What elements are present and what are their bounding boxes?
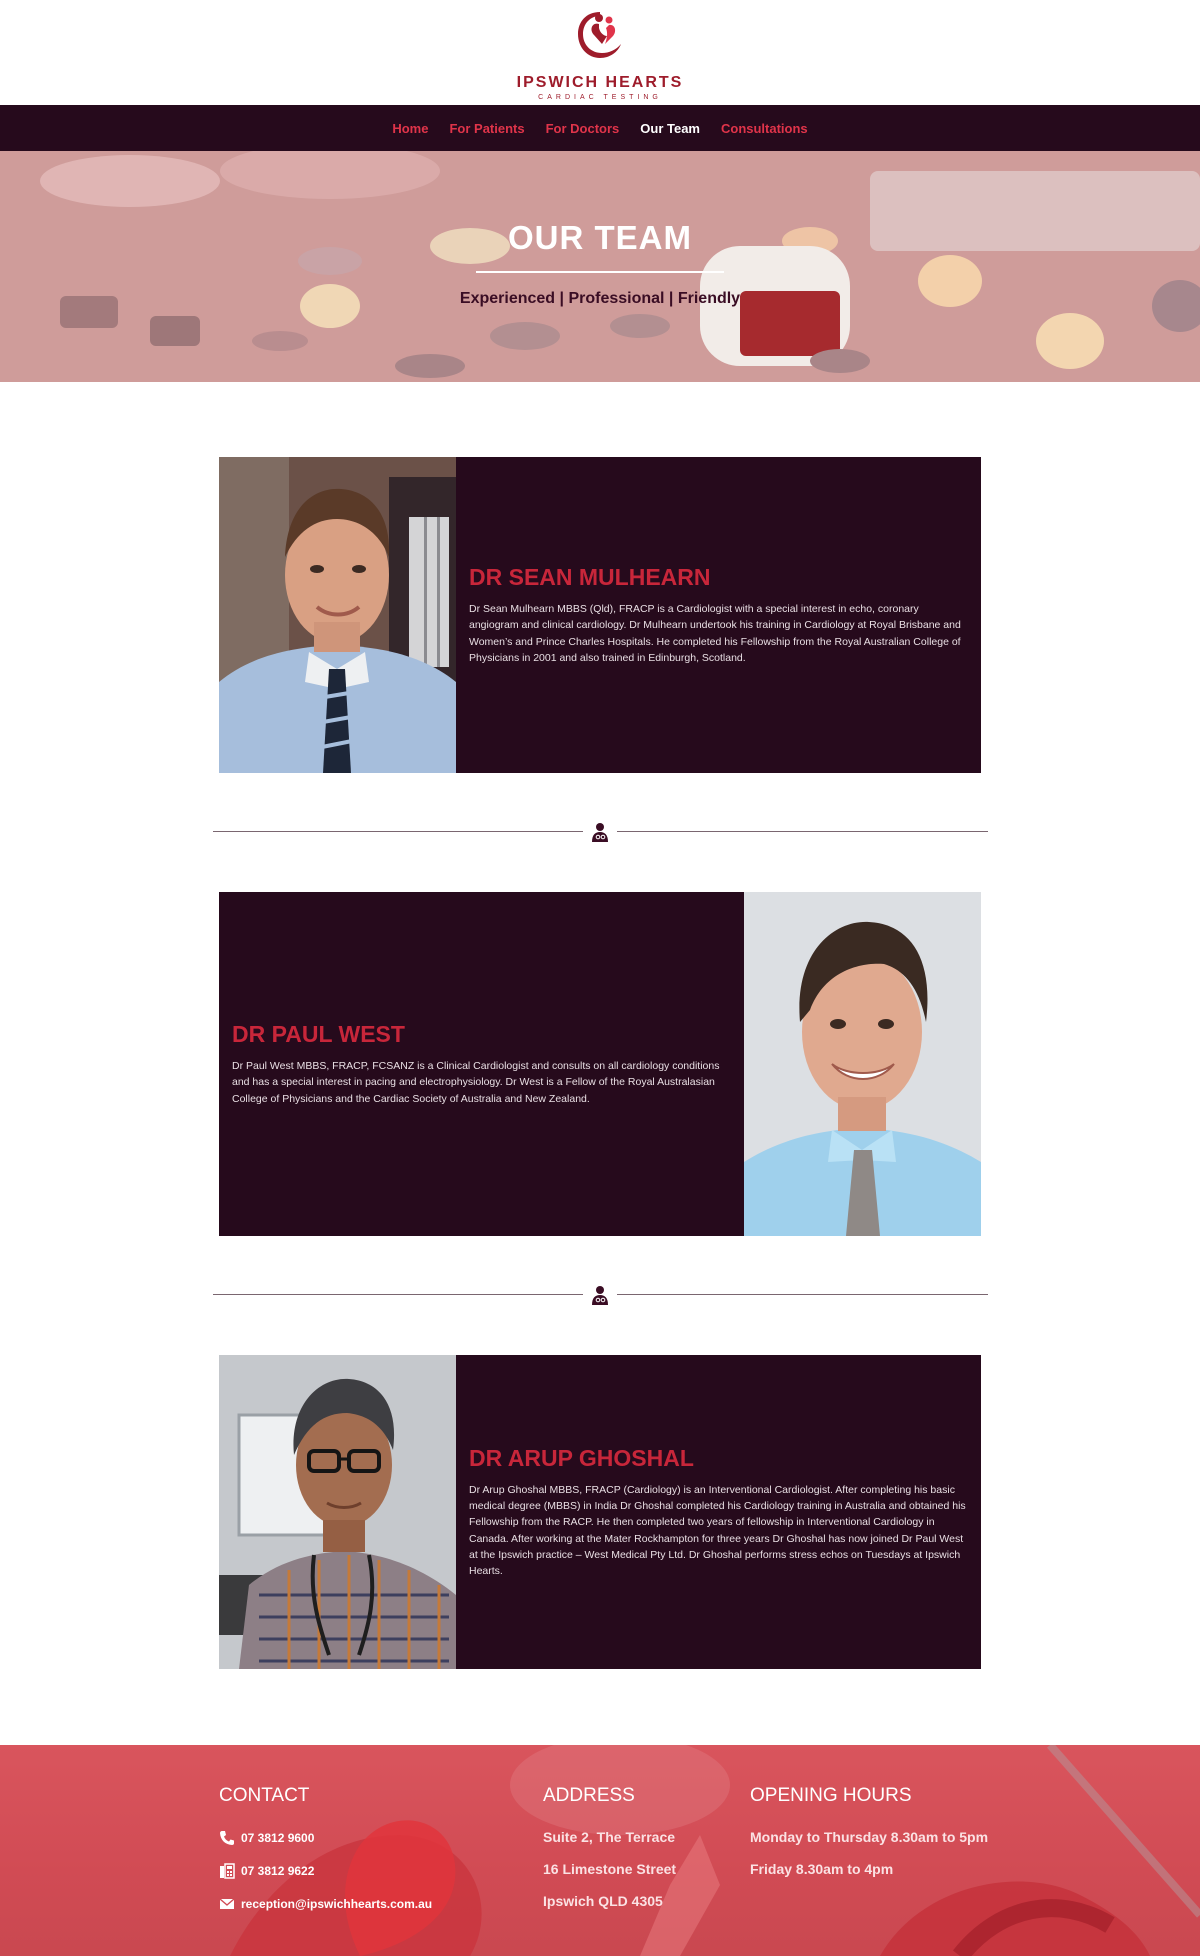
doctor-photo — [219, 457, 456, 773]
footer-opening-hours — [750, 1785, 988, 1885]
doctor-info — [456, 1355, 981, 1669]
doctor-bio: Dr Arup Ghoshal MBBS, FRACP (Cardiology) is an Interventional Cardiologist. After completing his basic medical degree (MBBS) in India Dr Ghoshal completed his Cardiology training in Australia and obtained his Fellowship from the RACP. He then completed two years of fellowship in Interventional Cardiology in Canada. After working at the Mater Rockhampton for three years Dr Ghoshal has now joined Dr Paul West at the Ipswich practice – West Medical Pty Ltd. Dr Ghoshal performs stress echos on Tuesdays at Ipswich Hearts. — [469, 1483, 966, 1578]
portrait-image — [219, 457, 456, 773]
portrait-image — [219, 1355, 456, 1669]
nav-consultations[interactable]: Consultations — [720, 120, 808, 136]
divider-line-left — [213, 1294, 583, 1295]
site-footer — [0, 1745, 1200, 1956]
email-address: reception@ipswichhearts.com.au — [241, 1896, 433, 1911]
nav-our-team[interactable]: Our Team — [640, 120, 700, 136]
hero-banner — [0, 151, 1200, 382]
contact-email[interactable] — [219, 1887, 432, 1920]
page-title: OUR TEAM — [508, 219, 692, 256]
brand-name: IPSWICH HEARTS — [516, 74, 684, 91]
team-card-paul-west — [219, 892, 981, 1236]
hours-line: Monday to Thursday 8.30am to 5pm — [750, 1829, 989, 1845]
title-underline — [476, 271, 724, 273]
hero-background-image — [0, 151, 1200, 382]
brand-tagline: CARDIAC TESTING — [538, 94, 662, 101]
divider-line-right — [617, 1294, 988, 1295]
contact-heading: CONTACT — [219, 1785, 310, 1806]
section-divider — [213, 1285, 988, 1305]
fax-number: 07 3812 9622 — [241, 1863, 315, 1878]
doctor-name: DR ARUP GHOSHAL — [469, 1444, 694, 1471]
address-line: 16 Limestone Street — [543, 1861, 677, 1877]
doctor-photo — [744, 892, 981, 1236]
nav-for-doctors[interactable]: For Doctors — [545, 120, 620, 136]
divider-line-left — [213, 831, 583, 832]
site-header — [0, 0, 1200, 105]
doctor-info — [456, 457, 981, 773]
phone-icon — [219, 1830, 235, 1846]
envelope-icon — [219, 1896, 235, 1912]
site-logo[interactable] — [0, 6, 1200, 101]
doctor-bio: Dr Paul West MBBS, FRACP, FCSANZ is a Clinical Cardiologist and consults on all cardiology conditions and has a special interest in pacing and electrophysiology. Dr West is a Fellow of the Royal Australasian College of Physicians and the Cardiac Society of Australia and New Zealand. — [232, 1060, 720, 1105]
footer-contact — [219, 1785, 432, 1920]
hours-line: Friday 8.30am to 4pm — [750, 1861, 894, 1877]
heart-logo-icon — [572, 6, 628, 64]
address-heading: ADDRESS — [543, 1785, 635, 1806]
doctor-name: DR PAUL WEST — [232, 1021, 405, 1048]
main-nav — [0, 105, 1200, 151]
phone-number: 07 3812 9600 — [241, 1830, 315, 1845]
doctor-info — [219, 892, 744, 1236]
section-divider — [213, 822, 988, 842]
doctor-photo — [219, 1355, 456, 1669]
fax-icon — [219, 1863, 235, 1879]
portrait-image — [744, 892, 981, 1236]
hero-subtitle: Experienced | Professional | Friendly — [459, 290, 741, 307]
nav-home[interactable]: Home — [392, 120, 429, 136]
doctor-name: DR SEAN MULHEARN — [469, 563, 711, 590]
footer-address — [543, 1785, 676, 1917]
divider-line-right — [617, 831, 988, 832]
address-line: Suite 2, The Terrace — [543, 1829, 676, 1845]
doctor-icon — [591, 1285, 609, 1305]
contact-fax[interactable] — [219, 1854, 432, 1887]
doctor-icon — [591, 822, 609, 842]
address-line: Ipswich QLD 4305 — [543, 1893, 663, 1909]
hours-heading: OPENING HOURS — [750, 1785, 912, 1806]
team-card-sean-mulhearn — [219, 457, 981, 773]
doctor-bio: Dr Sean Mulhearn MBBS (Qld), FRACP is a Cardiologist with a special interest in echo, coronary angiogram and clinical cardiology. Dr Mulhearn undertook his training in Cardiology at Royal Brisbane and Women’s and Prince Charles Hospitals. He completed his Fellowship from the Royal Australian College of Physicians in 2001 and also trained in Edinburgh, Scotland. — [469, 602, 961, 664]
nav-for-patients[interactable]: For Patients — [449, 120, 525, 136]
contact-phone[interactable] — [219, 1821, 432, 1854]
team-card-arup-ghoshal — [219, 1355, 981, 1669]
